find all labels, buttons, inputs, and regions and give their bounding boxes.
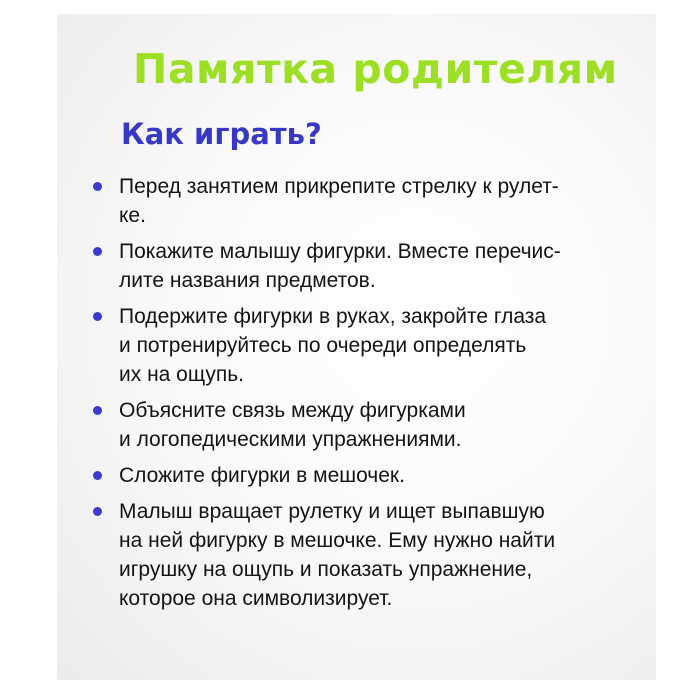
bullet-icon	[93, 406, 102, 415]
item-text-line: Перед занятием прикрепите стрелку к рулет-	[119, 175, 559, 198]
item-text-line: ке.	[119, 204, 146, 227]
item-text-line: Сложите фигурки в мешочек.	[119, 464, 405, 487]
item-text-line: и потренируйтесь по очереди определять	[119, 334, 527, 357]
list-item	[85, 302, 625, 389]
bullet-icon	[93, 507, 102, 516]
instruction-list	[85, 172, 625, 620]
bullet-icon	[93, 312, 102, 321]
list-item	[85, 237, 625, 295]
list-item	[85, 396, 625, 454]
list-item	[85, 172, 625, 230]
item-text-line: лите названия предметов.	[119, 269, 376, 292]
bullet-icon	[93, 247, 102, 256]
list-item	[85, 461, 625, 490]
page-title: Памятка родителям	[133, 45, 618, 93]
section-heading: Как играть?	[121, 117, 322, 151]
item-text-line: на ней фигурку в мешочке. Ему нужно найти	[119, 529, 556, 552]
item-text-line: Подержите фигурки в руках, закройте глаза	[119, 305, 547, 328]
item-text-line: Объясните связь между фигурками	[119, 399, 466, 422]
item-text-line: Покажите малышу фигурки. Вместе перечис-	[119, 240, 561, 263]
list-item	[85, 497, 625, 613]
bullet-icon	[93, 471, 102, 480]
item-text-line: их на ощупь.	[119, 363, 245, 386]
bullet-icon	[93, 182, 102, 191]
item-text-line: и логопедическими упражнениями.	[119, 428, 462, 451]
item-text-line: которое она символизирует.	[119, 587, 393, 610]
instruction-card	[57, 14, 656, 680]
item-text-line: игрушку на ощупь и показать упражнение,	[119, 558, 533, 581]
item-text-line: Малыш вращает рулетку и ищет выпавшую	[119, 500, 545, 523]
